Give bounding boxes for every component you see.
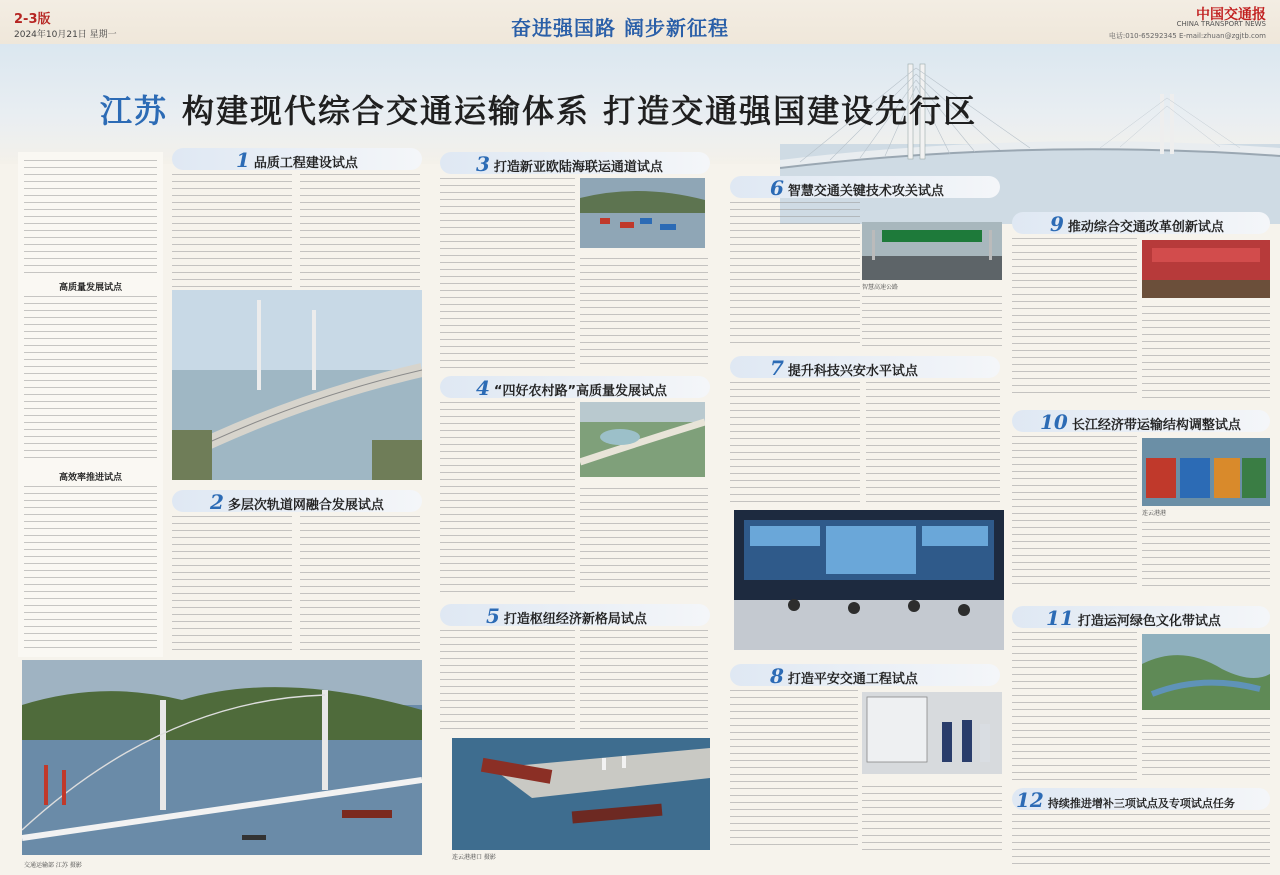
section-title-text: 打造运河绿色文化带试点 — [1077, 614, 1221, 629]
section-10-caption: 连云港港 — [1142, 510, 1167, 517]
section-6-title — [770, 176, 944, 200]
section-3-text-a — [440, 178, 575, 368]
headline-main: 构建现代综合交通运输体系 打造交通强国建设先行区 — [182, 92, 978, 130]
section-11-title — [1046, 606, 1221, 630]
intro-text-3 — [24, 486, 157, 651]
page-number: 2-3版 — [14, 12, 51, 27]
section-number: 3 — [476, 152, 490, 176]
section-title-text: 品质工程建设试点 — [253, 156, 358, 171]
section-title-text: 打造新亚欧陆海联运通道试点 — [493, 160, 663, 175]
section-7-title — [770, 356, 918, 380]
section-number: 5 — [486, 604, 500, 628]
section-12-text — [1012, 814, 1270, 866]
section-1-text-b — [300, 174, 420, 304]
section-2-text-b — [300, 516, 420, 656]
section-3-port-photo — [580, 178, 705, 248]
section-3-text-b — [580, 258, 708, 368]
section-title-text: “四好农村路”高质量发展试点 — [493, 384, 668, 399]
section-8-title — [770, 664, 918, 688]
section-number: 2 — [210, 490, 224, 514]
suspension-bridge-caption: 交通运输部 江苏 摄影 — [24, 862, 82, 869]
section-10-text-b — [1142, 522, 1270, 586]
section-9-text-a — [1012, 238, 1137, 398]
section-title-text: 多层次轨道网融合发展试点 — [227, 498, 384, 513]
section-4-title — [476, 376, 667, 400]
section-1-title — [236, 148, 358, 172]
section-number: 11 — [1046, 606, 1074, 630]
section-title-text: 智慧交通关键技术攻关试点 — [787, 184, 944, 199]
section-8-inspection-photo — [862, 692, 1002, 774]
section-number: 6 — [770, 176, 784, 200]
section-6-caption: 智慧高速公路 — [862, 284, 899, 291]
section-number: 1 — [236, 148, 250, 172]
section-11-canal-photo — [1142, 634, 1270, 710]
newspaper-logo-en: CHINA TRANSPORT NEWS — [1176, 20, 1266, 28]
section-number: 10 — [1040, 410, 1068, 434]
section-number: 7 — [770, 356, 784, 380]
section-11-text-a — [1012, 632, 1137, 780]
section-11-text-b — [1142, 718, 1270, 780]
section-number: 4 — [476, 376, 490, 400]
section-1-text-a — [172, 174, 292, 304]
intro-text-2 — [24, 296, 157, 461]
section-1-bridge-photo — [172, 290, 422, 480]
section-title-text: 打造枢纽经济新格局试点 — [503, 612, 647, 627]
section-12-title — [1016, 788, 1235, 812]
section-5-caption: 连云港港口 摄影 — [452, 854, 496, 861]
section-6-text-a — [730, 202, 860, 347]
section-10-title — [1040, 410, 1241, 434]
section-number: 12 — [1016, 788, 1044, 812]
section-5-text-a — [440, 630, 575, 730]
section-9-text-b — [1142, 306, 1270, 398]
section-9-title — [1050, 212, 1224, 236]
section-2-text-a — [172, 516, 292, 656]
section-5-port-photo — [452, 738, 710, 850]
section-5-title — [486, 604, 647, 628]
section-title-text: 长江经济带运输结构调整试点 — [1071, 418, 1241, 433]
headline-place: 江苏 — [100, 92, 169, 130]
section-title-text: 持续推进增补三项试点及专项试点任务 — [1047, 797, 1235, 810]
section-7-text-b — [866, 382, 1000, 507]
intro-column — [18, 152, 163, 657]
section-8-text-a — [730, 690, 858, 850]
page-headline — [100, 86, 977, 132]
section-10-container-photo — [1142, 438, 1270, 506]
dateline: 2024年10月21日 星期一 — [14, 30, 117, 40]
section-2-title — [210, 490, 384, 514]
masthead — [0, 0, 1280, 44]
section-4-rural-road-photo — [580, 402, 705, 477]
section-5-text-b — [580, 630, 708, 730]
section-number: 8 — [770, 664, 784, 688]
section-7-text-a — [730, 382, 860, 507]
section-4-text-a — [440, 402, 575, 592]
section-10-text-a — [1012, 436, 1137, 586]
section-3-title — [476, 152, 663, 176]
section-6-highway-photo — [862, 222, 1002, 280]
section-title-text: 推动综合交通改革创新试点 — [1067, 220, 1224, 235]
newspaper-logo: 中国交通报 — [1196, 7, 1266, 23]
section-title-text: 提升科技兴安水平试点 — [787, 364, 918, 379]
suspension-bridge-photo — [22, 660, 422, 855]
section-title-text: 打造平安交通工程试点 — [787, 672, 918, 687]
section-number: 9 — [1050, 212, 1064, 236]
section-9-signing-photo — [1142, 240, 1270, 298]
intro-subhead-2: 高效率推进试点 — [58, 473, 122, 483]
section-6-text-b — [862, 296, 1002, 348]
slogan: 奋进强国路 阔步新征程 — [511, 16, 729, 40]
contact-line: 电话:010-65292345 E-mail:zhuan@zgjtb.com — [1108, 32, 1266, 40]
section-7-control-center-photo — [734, 510, 1004, 650]
section-4-text-b — [580, 488, 708, 592]
intro-subhead-1: 高质量发展试点 — [58, 283, 122, 293]
section-8-text-b — [862, 786, 1002, 850]
intro-text — [24, 160, 157, 275]
